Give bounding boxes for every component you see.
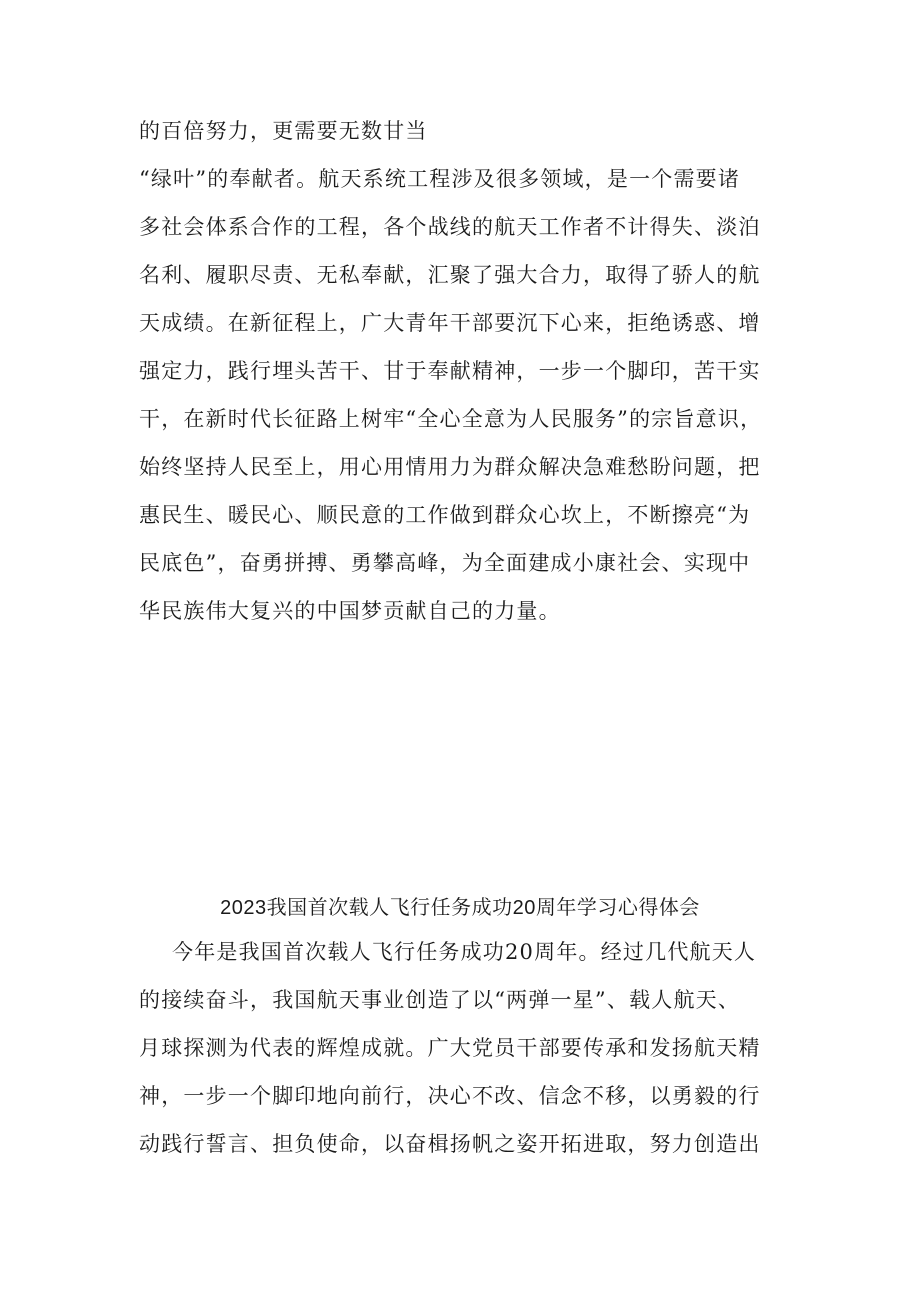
paragraph-line: 今年是我国首次载人飞行任务成功20周年。经过几代航天人	[172, 940, 757, 964]
paragraph-line: 始终坚持人民至上，用心用情用力为群众解决急难愁盼问题，把	[139, 455, 761, 479]
paragraph-line: 名利、履职尽责、无私奉献，汇聚了强大合力，取得了骄人的航	[139, 263, 761, 287]
paragraph-line: 强定力，践行埋头苦干、甘于奉献精神，一步一个脚印，苦干实	[139, 359, 761, 383]
paragraph-line: “绿叶”的奉献者。航天系统工程涉及很多领域，是一个需要诸	[139, 167, 741, 191]
paragraph-line: 民底色”，奋勇拼搏、勇攀高峰，为全面建成小康社会、实现中	[139, 551, 751, 575]
paragraph-line: 天成绩。在新征程上，广大青年干部要沉下心来，拒绝诱惑、增	[139, 311, 761, 335]
paragraph-line: 的百倍努力，更需要无数甘当	[139, 119, 428, 143]
paragraph-line: 动践行誓言、担负使命，以奋楫扬帆之姿开拓进取，努力创造出	[139, 1132, 761, 1156]
paragraph-line: 神，一步一个脚印地向前行，决心不改、信念不移，以勇毅的行	[139, 1084, 761, 1108]
section-2-title: 2023我国首次载人飞行任务成功20周年学习心得体会	[220, 897, 700, 919]
paragraph-line: 月球探测为代表的辉煌成就。广大党员干部要传承和发扬航天精	[139, 1036, 761, 1060]
paragraph-line: 惠民生、暖民心、顺民意的工作做到群众心坎上，不断擦亮“为	[139, 503, 751, 527]
paragraph-line: 干，在新时代长征路上树牢“全心全意为人民服务”的宗旨意识，	[139, 407, 763, 431]
paragraph-line: 的接续奋斗，我国航天事业创造了以“两弹一星”、载人航天、	[139, 988, 741, 1012]
paragraph-line: 多社会体系合作的工程，各个战线的航天工作者不计得失、淡泊	[139, 215, 761, 239]
paragraph-line: 华民族伟大复兴的中国梦贡献自己的力量。	[139, 599, 561, 623]
